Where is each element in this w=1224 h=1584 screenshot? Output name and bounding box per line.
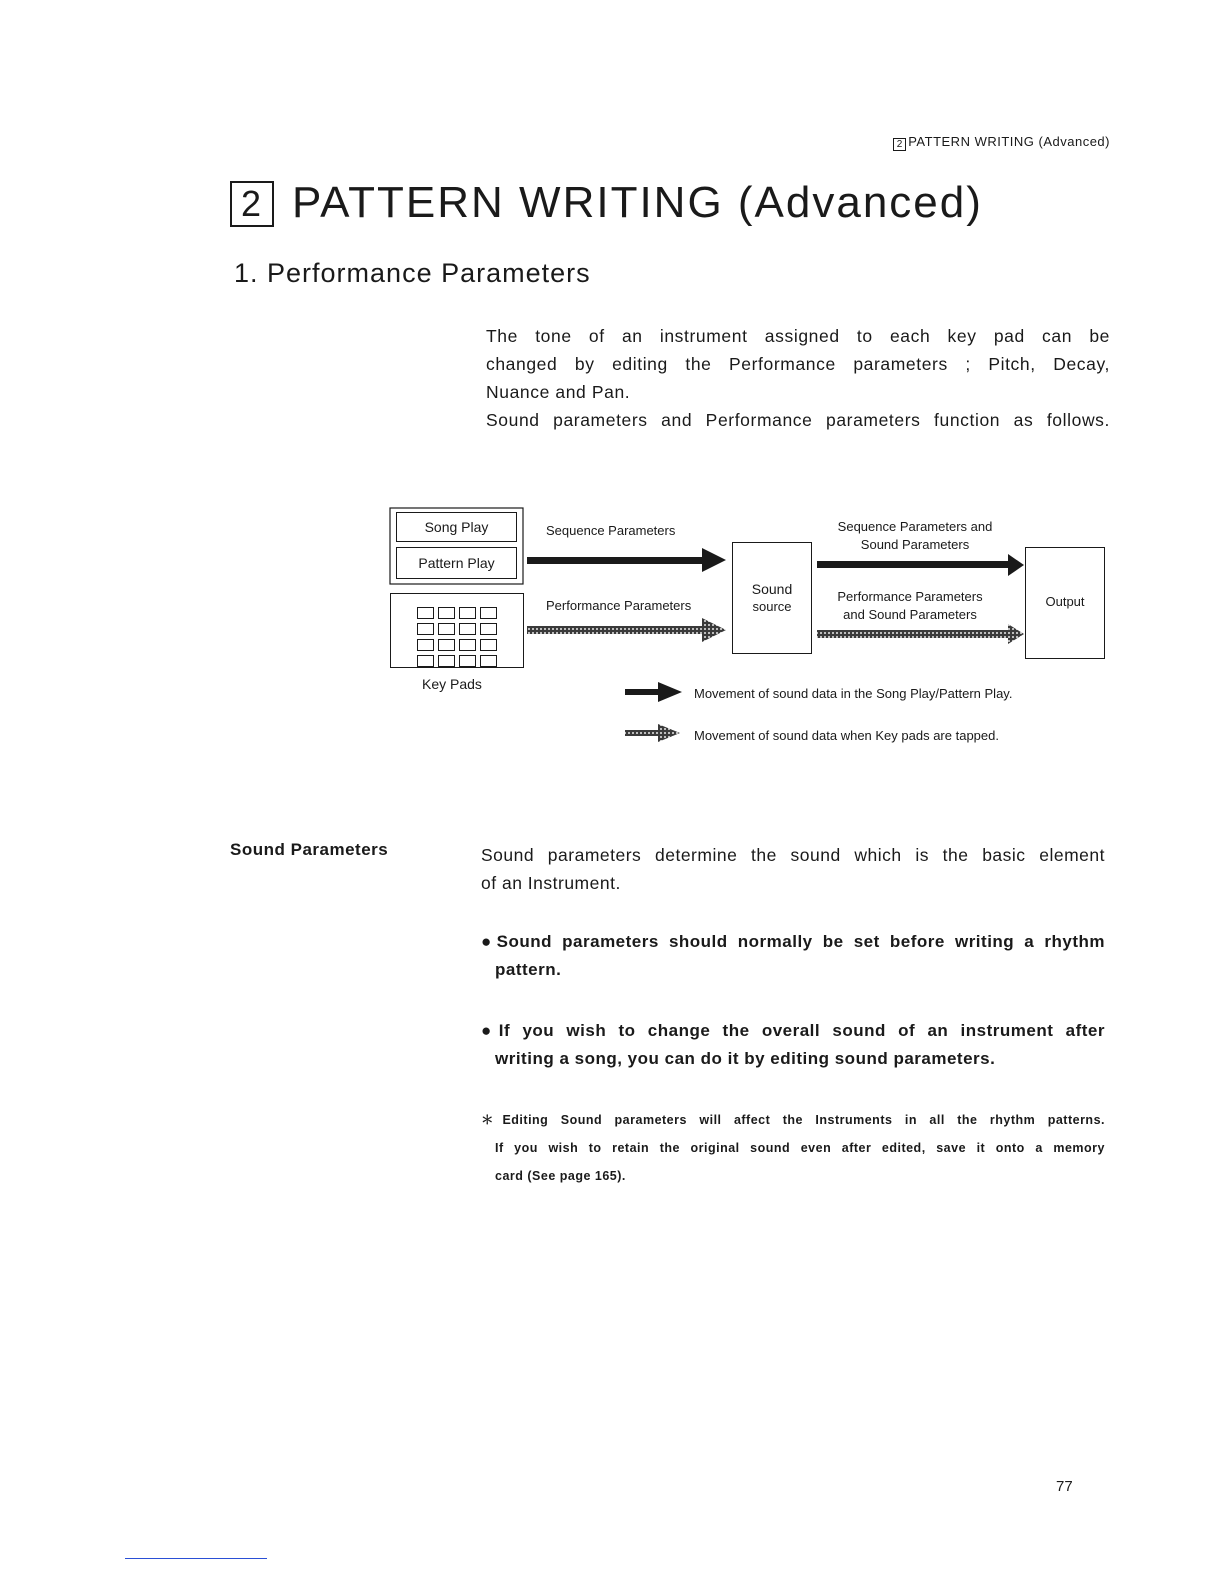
footer-rule: [125, 1558, 267, 1559]
running-header-title: PATTERN WRITING (Advanced): [908, 134, 1110, 149]
signal-flow-diagram: [380, 500, 1120, 770]
legend-solid-arrow: [625, 682, 682, 702]
output-label: Output: [1045, 594, 1085, 609]
key-pad-grid: [417, 607, 499, 667]
intro-line-1: The tone of an instrument assigned to each key pad can be: [486, 326, 1110, 346]
sound-parameters-label: Sound Parameters: [230, 840, 389, 859]
sound-source-box: [732, 542, 812, 654]
note-line-2: If you wish to retain the original sound even after edited, save it onto a memory: [495, 1141, 1105, 1155]
seq-sound-parameters-line-2: Sound Parameters: [860, 537, 970, 552]
perf-sound-parameters-line-2: and Sound Parameters: [843, 607, 977, 622]
pattern-play-box: [396, 547, 517, 579]
running-header-number: 2: [893, 138, 906, 151]
intro-line-3: Nuance and Pan.: [486, 382, 631, 402]
page-number: 77: [1056, 1478, 1073, 1495]
output-box: [1025, 547, 1105, 659]
key-pad: [438, 655, 455, 667]
key-pad: [438, 639, 455, 651]
intro-line-2: changed by editing the Performance parameters ; Pitch, Decay,: [486, 354, 1110, 374]
chapter-heading: [230, 178, 983, 228]
running-header: [893, 134, 1110, 151]
key-pad: [417, 655, 434, 667]
section-heading: 1. Performance Parameters: [234, 258, 591, 288]
bullet-1-line-2: pattern.: [495, 960, 562, 979]
key-pad: [459, 607, 476, 619]
intro-line-4: Sound parameters and Performance parameters function as follows.: [486, 410, 1110, 430]
key-pad: [459, 639, 476, 651]
sound-source-label-2: source: [752, 599, 792, 614]
key-pad: [417, 639, 434, 651]
note-line-1: ＊Editing Sound parameters will affect the Instruments in all the rhythm patterns.: [481, 1113, 1105, 1127]
key-pad: [480, 655, 497, 667]
arrow-seq-sound-parameters: [817, 554, 1024, 576]
key-pad: [417, 607, 434, 619]
key-pad: [480, 623, 497, 635]
editing-note: [481, 1106, 1105, 1190]
bullet-change-overall-sound: [481, 1017, 1105, 1073]
perf-sound-parameters-label: [820, 588, 1000, 624]
song-play-box: [396, 512, 517, 542]
key-pad: [459, 623, 476, 635]
sequence-parameters-label: Sequence Parameters: [546, 523, 676, 538]
arrow-perf-sound-parameters: [817, 624, 1024, 644]
key-pad: [480, 639, 497, 651]
sound-parameters-desc-line-2: of an Instrument.: [481, 873, 621, 893]
legend-solid-text: Movement of sound data in the Song Play/Pattern Play.: [694, 686, 1013, 701]
pattern-play-label: Pattern Play: [418, 555, 495, 571]
key-pad: [480, 607, 497, 619]
key-pad: [438, 607, 455, 619]
arrow-sequence-parameters: [527, 548, 726, 572]
legend-textured-text: Movement of sound data when Key pads are tapped.: [694, 728, 999, 743]
seq-sound-parameters-label: [820, 518, 1010, 554]
sound-source-label-1: Sound: [751, 581, 793, 597]
chapter-number: 2: [230, 181, 274, 227]
key-pad: [417, 623, 434, 635]
perf-sound-parameters-line-1: Performance Parameters: [837, 589, 983, 604]
intro-paragraph: [486, 322, 1110, 434]
arrow-performance-parameters: [527, 618, 726, 642]
key-pad: [459, 655, 476, 667]
song-play-label: Song Play: [424, 519, 489, 535]
sound-parameters-desc-line-1: Sound parameters determine the sound which is the basic element: [481, 845, 1105, 865]
sound-parameters-description: [481, 841, 1105, 897]
key-pad: [438, 623, 455, 635]
note-line-3: card (See page 165).: [495, 1169, 626, 1183]
bullet-2-line-2: writing a song, you can do it by editing sound parameters.: [495, 1049, 996, 1068]
seq-sound-parameters-line-1: Sequence Parameters and: [837, 519, 993, 534]
chapter-title: PATTERN WRITING (Advanced): [292, 178, 983, 227]
bullet-2-line-1: ●If you wish to change the overall sound of an instrument after: [481, 1021, 1105, 1040]
key-pads-label: Key Pads: [422, 676, 482, 692]
bullet-set-before-writing: [481, 928, 1105, 984]
performance-parameters-label: Performance Parameters: [546, 598, 692, 613]
bullet-1-line-1: ●Sound parameters should normally be set before writing a rhythm: [481, 932, 1105, 951]
legend-textured-arrow: [625, 724, 680, 742]
